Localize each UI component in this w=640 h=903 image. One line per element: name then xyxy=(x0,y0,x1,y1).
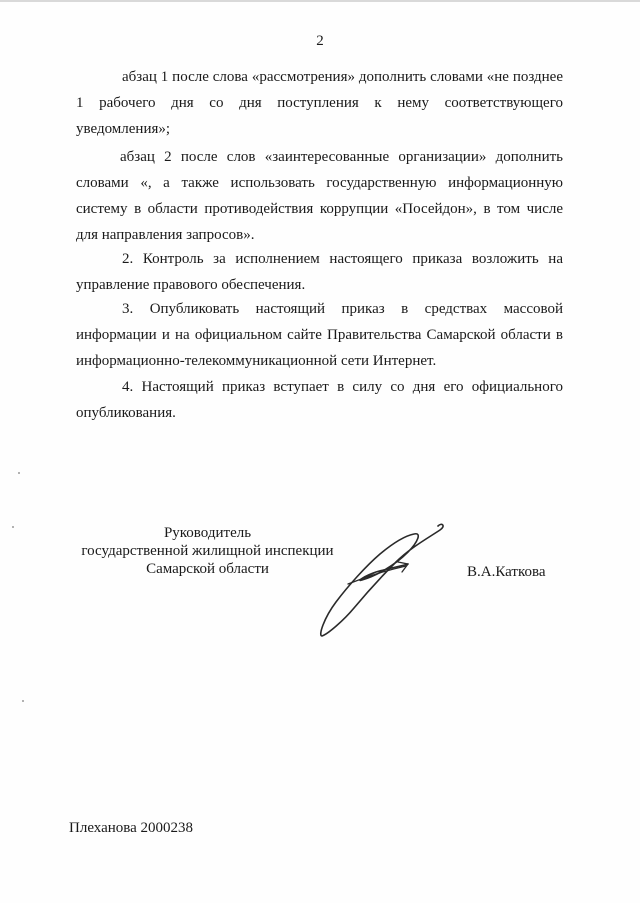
scan-speck xyxy=(12,526,14,528)
handwritten-signature-icon xyxy=(318,518,452,642)
paragraph-4: 3. Опубликовать настоящий приказ в средствах массовой информации и на официальном сайте Правительства Самарской области в информационно-телекоммуникационной сети Интернет. xyxy=(76,301,563,369)
page-number: 2 xyxy=(316,33,324,49)
paragraph-5: 4. Настоящий приказ вступает в силу со дня его официального опубликования. xyxy=(76,379,563,421)
paragraph-1: абзац 1 после слова «рассмотрения» дополнить словами «не позднее 1 рабочего дня со дня поступления к нему соответствующего уведомления»; xyxy=(76,69,563,137)
scan-speck xyxy=(22,700,24,702)
position-line-2: государственной жилищной инспекции xyxy=(81,543,334,559)
executor-contact: Плеханова 2000238 xyxy=(69,820,194,836)
paragraph-3: 2. Контроль за исполнением настоящего приказа возложить на управление правового обеспечения. xyxy=(76,251,563,293)
position-line-3: Самарской области xyxy=(146,561,269,577)
scan-speck xyxy=(18,472,20,474)
signatory-position xyxy=(70,524,345,578)
page-top-edge xyxy=(0,0,640,2)
paragraph-2: абзац 2 после слов «заинтересованные организации» дополнить словами «, а также использовать государственную информационную систему в области противодействия коррупции «Посейдон», в том числе для направления запросов». xyxy=(76,149,563,243)
signer-name: В.А.Каткова xyxy=(467,564,546,580)
position-line-1: Руководитель xyxy=(163,525,252,541)
